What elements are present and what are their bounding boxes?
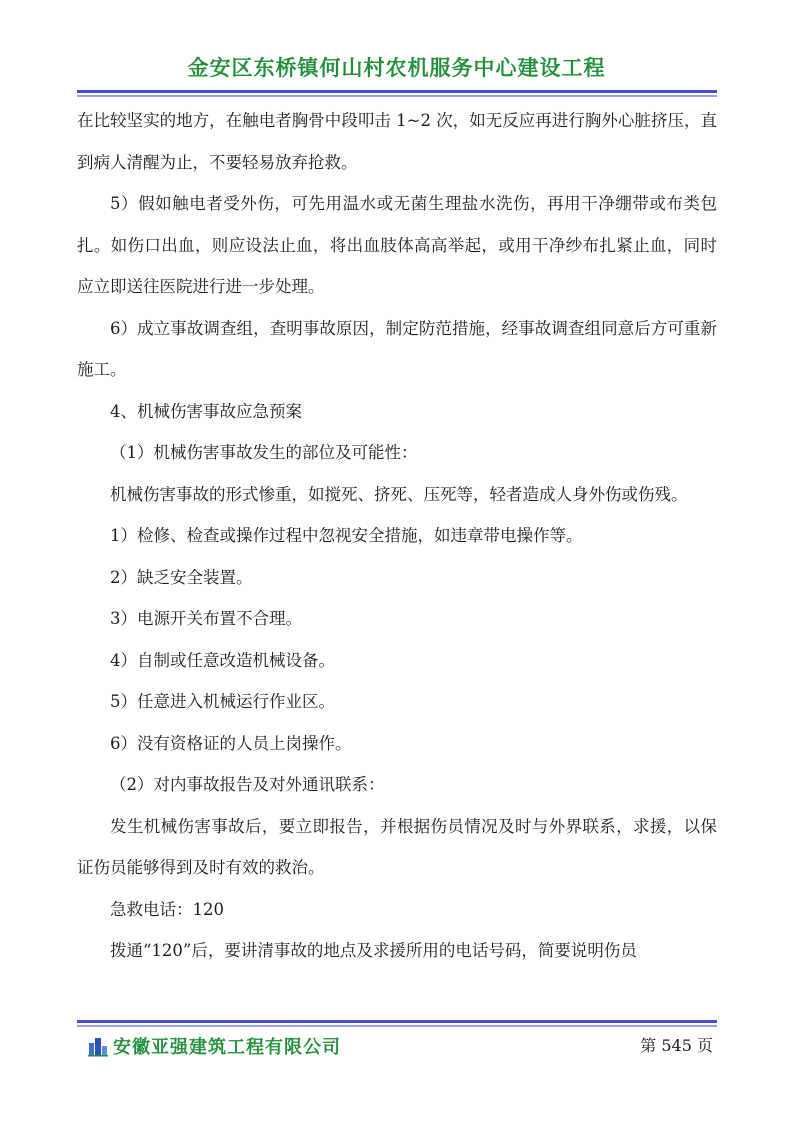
- body-paragraph: 拨通“120”后，要讲清事故的地点及求援所用的电话号码，简要说明伤员: [110, 941, 637, 960]
- body-paragraph: 6）成立事故调查组，查明事故原因，制定防范措施，经事故调查组同意后方可重新施工。: [77, 318, 717, 379]
- header-rule-thin: [77, 95, 717, 97]
- header-rule: [77, 90, 717, 93]
- body-paragraph: 5）任意进入机械运行作业区。: [110, 692, 335, 711]
- body-paragraph: 发生机械伤害事故后，要立即报告，并根据伤员情况及时与外界联系，求援，以保证伤员能够得到及时有效的救治。: [77, 816, 717, 877]
- footer-rule-thin: [77, 1025, 717, 1027]
- body-paragraph: 在比较坚实的地方，在触电者胸骨中段叩击 1~2 次，如无反应再进行胸外心脏挤压，直到病人清醒为止，不要轻易放弃抢救。: [77, 111, 717, 172]
- body-paragraph: 5）假如触电者受外伤，可先用温水或无菌生理盐水洗伤，再用干净绷带或布类包扎。如伤口出血，则应设法止血，将出血肢体高高举起，或用干净纱布扎紧止血，同时应立即送往医院进行进一步处理。: [77, 194, 717, 296]
- body-paragraph: 4、机械伤害事故应急预案: [110, 401, 302, 421]
- body-paragraph: （1）机械伤害事故发生的部位及可能性：: [110, 443, 418, 462]
- page-header-title: 金安区东桥镇何山村农机服务中心建设工程: [187, 56, 606, 80]
- footer-rule: [77, 1020, 717, 1023]
- document-body: [77, 100, 717, 972]
- page-number: 第 545 页: [640, 1036, 713, 1055]
- body-paragraph: 急救电话：120: [110, 899, 224, 919]
- body-paragraph: 4）自制或任意改造机械设备。: [110, 650, 335, 670]
- body-paragraph: 2）缺乏安全装置。: [110, 567, 253, 587]
- body-paragraph: 1）检修、检查或操作过程中忽视安全措施，如违章带电操作等。: [110, 526, 583, 545]
- body-paragraph: （2）对内事故报告及对外通讯联系：: [110, 775, 385, 794]
- company-name: 安徽亚强建筑工程有限公司: [113, 1037, 341, 1058]
- body-paragraph: 6）没有资格证的人员上岗操作。: [110, 733, 352, 753]
- building-logo-icon: [87, 1035, 109, 1057]
- page-footer: [77, 1031, 717, 1061]
- body-paragraph: 3）电源开关布置不合理。: [110, 609, 302, 628]
- body-paragraph: 机械伤害事故的形式惨重，如搅死、挤死、压死等，轻者造成人身外伤或伤残。: [110, 484, 688, 504]
